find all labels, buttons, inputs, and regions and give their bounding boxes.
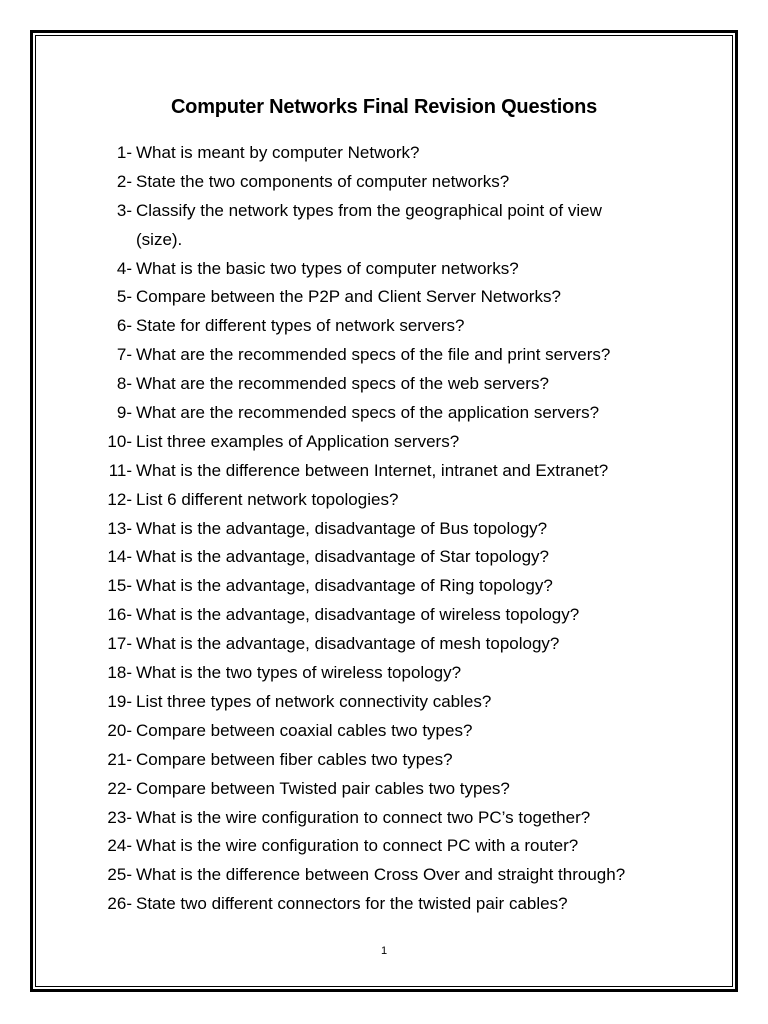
question-number: 26- — [107, 894, 132, 914]
question-text: What are the recommended specs of the web servers? — [136, 374, 549, 394]
question-item — [0, 139, 768, 168]
question-number: 22- — [107, 778, 132, 798]
question-item — [0, 688, 768, 717]
question-item — [0, 861, 768, 890]
question-text: What is the wire configuration to connect two PC’s together? — [136, 807, 591, 827]
question-text: What is the advantage, disadvantage of Bus topology? — [136, 518, 548, 538]
question-number: 3- — [116, 200, 132, 220]
question-text-continued: (size). — [136, 229, 183, 249]
page-number: 1 — [380, 945, 388, 957]
question-number: 20- — [107, 720, 132, 740]
question-item — [0, 515, 768, 544]
question-number: 1- — [116, 143, 132, 162]
question-number: 2- — [116, 171, 132, 191]
question-number: 5- — [116, 287, 132, 307]
question-number: 23- — [107, 807, 132, 827]
question-item — [0, 399, 768, 428]
question-number: 11- — [108, 460, 132, 480]
question-number: 6- — [116, 316, 132, 336]
question-item — [0, 486, 768, 515]
question-item — [0, 775, 768, 804]
question-text: List three examples of Application servers? — [136, 431, 460, 451]
question-number: 18- — [107, 663, 132, 683]
question-text: What is the two types of wireless topology? — [136, 663, 462, 683]
question-item — [0, 890, 768, 919]
question-number: 17- — [107, 634, 132, 654]
question-text: What is meant by computer Network? — [136, 143, 420, 162]
question-item — [0, 312, 768, 341]
question-item — [0, 255, 768, 284]
question-number: 7- — [116, 345, 132, 365]
question-text: What is the advantage, disadvantage of wireless topology? — [136, 605, 580, 625]
question-text: What is the difference between Cross Over and straight through? — [136, 865, 626, 885]
question-number: 15- — [107, 576, 132, 596]
document-title: Computer Networks Final Revision Questions — [170, 96, 598, 118]
question-number: 10- — [107, 431, 132, 451]
question-item — [0, 543, 768, 572]
question-item — [0, 283, 768, 312]
question-number: 8- — [116, 374, 132, 394]
question-text: State two different connectors for the twisted pair cables? — [136, 894, 568, 914]
question-list — [0, 139, 768, 919]
question-item — [0, 341, 768, 370]
question-number: 21- — [107, 749, 132, 769]
question-item — [0, 746, 768, 775]
question-text: Compare between coaxial cables two types? — [136, 720, 473, 740]
question-item — [0, 457, 768, 486]
question-text: State the two components of computer networks? — [136, 171, 510, 191]
question-text: What is the wire configuration to connect PC with a router? — [136, 836, 579, 856]
question-number: 24- — [107, 836, 132, 856]
question-number: 16- — [107, 605, 132, 625]
question-number: 19- — [107, 691, 132, 711]
question-text: What are the recommended specs of the application servers? — [136, 403, 600, 423]
question-item — [0, 370, 768, 399]
question-text: Compare between the P2P and Client Server Networks? — [136, 287, 561, 307]
question-number: 14- — [107, 547, 132, 567]
question-item — [0, 630, 768, 659]
question-text: What are the recommended specs of the file and print servers? — [136, 345, 611, 365]
question-text: What is the advantage, disadvantage of Star topology? — [136, 547, 549, 567]
question-text: Compare between fiber cables two types? — [136, 749, 453, 769]
question-number: 4- — [116, 258, 132, 278]
question-text: What is the advantage, disadvantage of Ring topology? — [136, 576, 553, 596]
question-item — [0, 717, 768, 746]
question-item — [0, 168, 768, 197]
question-number: 25- — [107, 865, 132, 885]
question-item — [0, 572, 768, 601]
question-item — [0, 659, 768, 688]
question-item — [0, 804, 768, 833]
question-number: 13- — [107, 518, 132, 538]
question-text: Compare between Twisted pair cables two types? — [136, 778, 510, 798]
question-item — [0, 832, 768, 861]
question-number: 12- — [107, 489, 132, 509]
question-text: Classify the network types from the geographical point of view — [136, 200, 602, 220]
question-text: What is the advantage, disadvantage of mesh topology? — [136, 634, 560, 654]
question-text: What is the basic two types of computer networks? — [136, 258, 519, 278]
question-number: 9- — [116, 403, 132, 423]
question-text: List three types of network connectivity cables? — [136, 691, 492, 711]
question-item — [0, 197, 768, 255]
question-text: List 6 different network topologies? — [136, 489, 399, 509]
question-text: State for different types of network servers? — [136, 316, 465, 336]
question-item — [0, 601, 768, 630]
question-text: What is the difference between Internet, intranet and Extranet? — [136, 460, 609, 480]
question-item — [0, 428, 768, 457]
